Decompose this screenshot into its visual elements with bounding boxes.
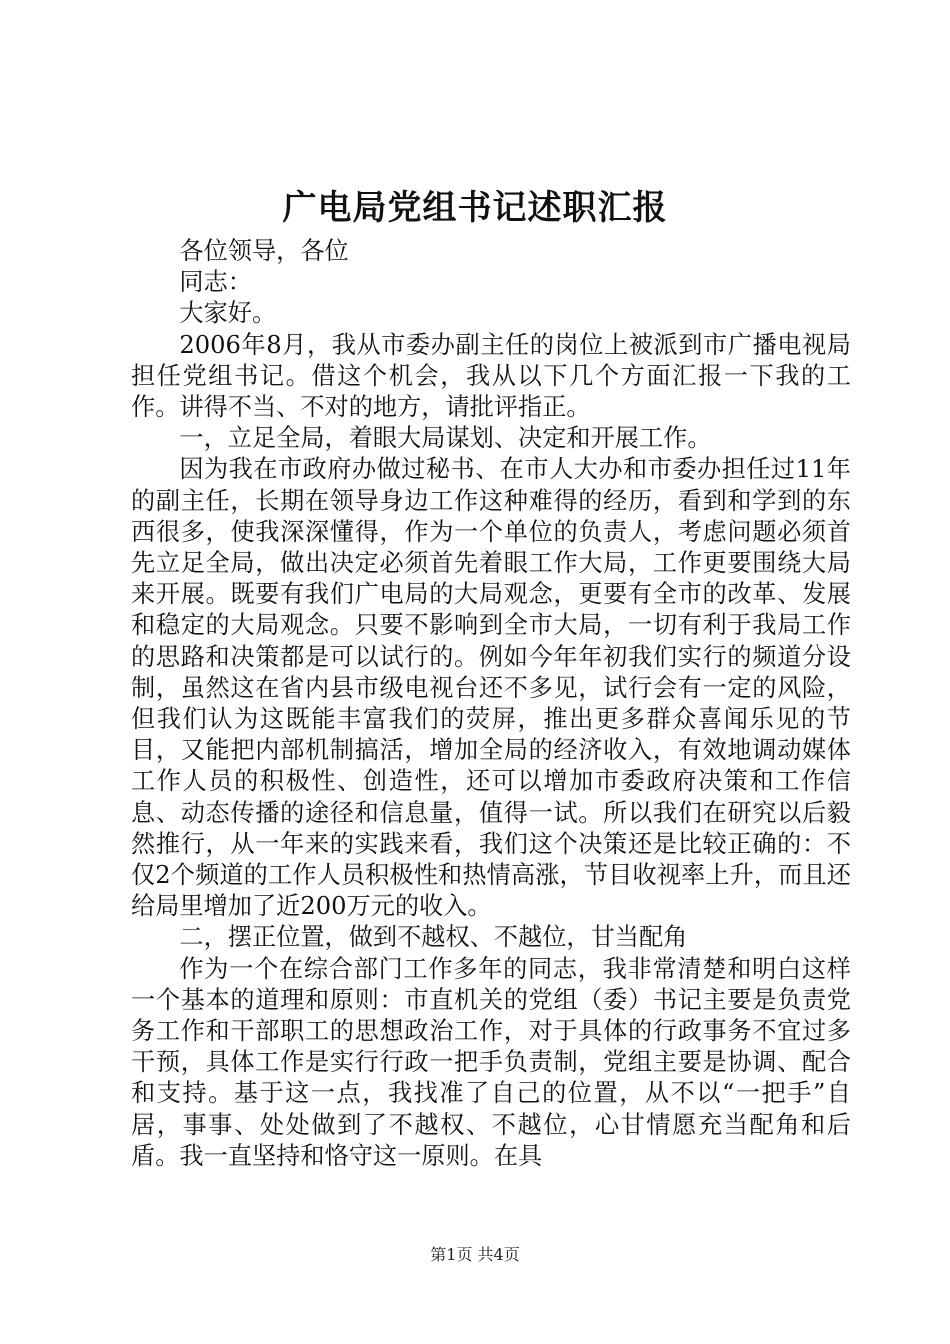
- intro-paragraph: 2006年8月，我从市委办副主任的岗位上被派到市广播电视局担任党组书记。借这个机会，我从以下几个方面汇报一下我的工作。讲得不当、不对的地方，请批评指正。: [131, 330, 851, 422]
- section-heading-1: 一，立足全局，着眼大局谋划、决定和开展工作。: [179, 424, 712, 453]
- salutation-line-1: 各位领导，各位: [179, 237, 349, 265]
- document-body: [131, 236, 851, 1172]
- salutation-line-2: 同志：: [179, 268, 252, 297]
- document-title: 广电局党组书记述职汇报: [282, 188, 668, 228]
- section-2-paragraph: 作为一个在综合部门工作多年的同志，我非常清楚和明白这样一个基本的道理和原则：市直机关的党组（委）书记主要是负责党务工作和干部职工的思想政治工作，对于具体的行政事务不宜过多干预，具体工作是实行行政一把手负责制，党组主要是协调、配合和支持。基于这一点，我找准了自己的位置，从不以“一把手”自居，事事、处处做到了不越权、不越位，心甘情愿充当配角和后盾。我一直坚持和恪守这一原则。在具: [131, 954, 851, 1170]
- page-number-footer: 第1页 共4页: [430, 1245, 520, 1264]
- section-heading-2: 二，摆正位置，做到不越权、不越位，甘当配角: [179, 923, 688, 952]
- greeting: 大家好。: [179, 299, 277, 328]
- section-1-paragraph: 因为我在市政府办做过秘书、在市人大办和市委办担任过11年的副主任，长期在领导身边工作这种难得的经历，看到和学到的东西很多，使我深深懂得，作为一个单位的负责人，考虑问题必须首先立足全局，做出决定必须首先着眼工作大局，工作更要围绕大局来开展。既要有我们广电局的大局观念，更要有全市的改革、发展和稳定的大局观念。只要不影响到全市大局，一切有利于我局工作的思路和决策都是可以试行的。例如今年年初我们实行的频道分设制，虽然这在省内县市级电视台还不多见，试行会有一定的风险，但我们认为这既能丰富我们的荧屏，推出更多群众喜闻乐见的节目，又能把内部机制搞活，增加全局的经济收入，有效地调动媒体工作人员的积极性、创造性，还可以增加市委政府决策和工作信息、动态传播的途径和信息量，值得一试。所以我们在研究以后毅然推行，从一年来的实践来看，我们这个决策还是比较正确的：不仅2个频道的工作人员积极性和热情高涨，节目收视率上升，而且还给局里增加了近200万元的收入。: [131, 455, 851, 921]
